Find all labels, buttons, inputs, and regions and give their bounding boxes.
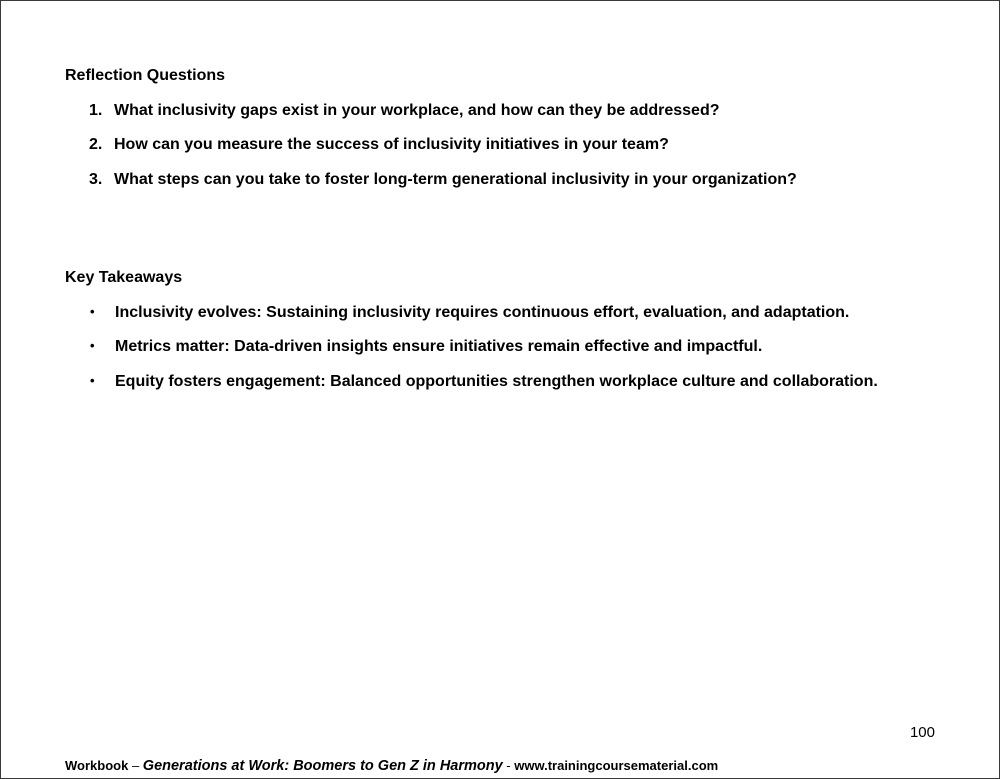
footer-dash: – bbox=[128, 758, 143, 773]
footer-workbook-label: Workbook bbox=[65, 758, 129, 773]
reflection-question-2 bbox=[89, 136, 669, 154]
takeaway-text: Inclusivity evolves: Sustaining inclusivity requires continuous effort, evaluation, and adaptation. bbox=[115, 304, 850, 321]
takeaway-text: Metrics matter: Data-driven insights ensure initiatives remain effective and impactful. bbox=[115, 338, 763, 355]
bullet-icon: • bbox=[90, 304, 95, 319]
takeaway-item-3 bbox=[89, 373, 878, 391]
reflection-questions-heading: Reflection Questions bbox=[65, 67, 226, 84]
reflection-question-text: What steps can you take to foster long-term generational inclusivity in your organization? bbox=[114, 171, 797, 188]
footer-separator: - bbox=[502, 758, 515, 773]
bullet-icon: • bbox=[90, 338, 95, 353]
footer-website-url: www.trainingcoursematerial.com bbox=[514, 758, 719, 773]
list-number: 3. bbox=[89, 171, 103, 188]
reflection-question-text: How can you measure the success of inclusivity initiatives in your team? bbox=[114, 136, 669, 153]
takeaway-text: Equity fosters engagement: Balanced opportunities strengthen workplace culture and collaboration. bbox=[115, 373, 878, 390]
key-takeaways-heading: Key Takeaways bbox=[65, 269, 183, 286]
list-number: 2. bbox=[89, 136, 103, 153]
page-number: 100 bbox=[909, 724, 935, 741]
reflection-question-1 bbox=[89, 102, 720, 120]
reflection-question-3 bbox=[89, 171, 797, 189]
reflection-question-text: What inclusivity gaps exist in your workplace, and how can they be addressed? bbox=[114, 102, 720, 119]
bullet-icon: • bbox=[90, 373, 95, 388]
page-footer bbox=[65, 758, 718, 774]
takeaway-item-1 bbox=[89, 304, 849, 322]
list-number: 1. bbox=[89, 102, 103, 119]
footer-book-title: Generations at Work: Boomers to Gen Z in Harmony bbox=[142, 758, 503, 774]
takeaway-item-2 bbox=[89, 338, 762, 356]
